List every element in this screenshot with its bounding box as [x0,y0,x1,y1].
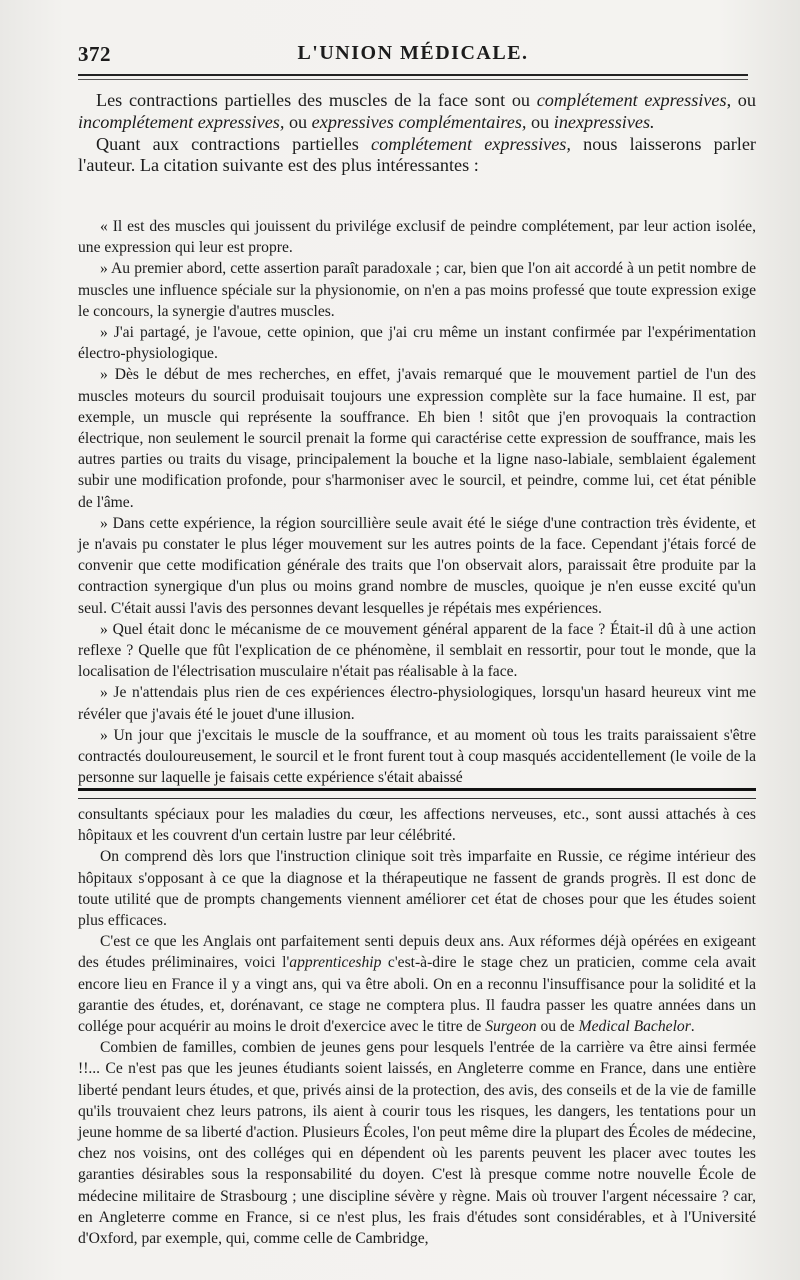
header-rule-thin [78,79,748,80]
italic-run: apprenticeship [289,954,382,972]
header-rule [78,74,748,76]
italic-run: expressives complémentaires, [311,111,527,132]
quote-paragraph: » Quel était donc le mécanisme de ce mouvement général apparent de la face ? Était-il dû à une action reflexe ? Quelle que fût l'explication de ce phénomène, il semblait en ressortir, pour tout le monde, que la localisation de l'électrisation musculaire n'était pas réalisable à la face. [78,620,756,681]
page-number: 372 [78,42,111,66]
second-paragraph-1: consultants spéciaux pour les maladies du cœur, les affections nerveuses, etc., sont aussi attachés à ces hôpitaux et les couvrent d'un certain lustre par leur célébrité. [78,806,756,845]
quote-paragraph: » Dans cette expérience, la région sourcillière seule avait été le siége d'une contraction très évidente, et je n'avais pu constater le plus léger mouvement sur les autres points de la face. Cependant j'étais forcé de convenir que cette modification générale des traits que l'on observait alors, paraissait être produite par la contraction synergique d'un plus ou moins grand nombre de muscles, quoique je n'en eusse excité qu'un seul. C'était aussi l'avis des personnes devant lesquelles je répétais mes expériences. [78,514,756,617]
text-run: Quant aux contractions partielles [96,133,372,154]
quotation-section [78,216,756,788]
italic-run: incomplétement expressives, [78,111,285,132]
quote-paragraph: « Il est des muscles qui jouissent du privilége exclusif de peindre complétement, par leur action isolée, une expression qui leur est propre. [78,218,756,257]
second-paragraph-4: Combien de familles, combien de jeunes gens pour lesquels l'entrée de la carrière va être ainsi fermée !!... Ce n'est pas que les jeunes étudiants soient laissés, en Angleterre comme en France, dans une entière liberté pendant leurs études, et que, privés ainsi de la protection, des avis, des conseils et de la vie de famille qu'ils trouvaient chez leurs patrons, ils aient à courir tous les risques, les dangers, les tentations pour un jeune homme de sa liberté d'action. Plusieurs Écoles, l'on peut même dire la plupart des Écoles de médecine, chez nos voisins, ont des colléges qui en dépendent où les parents peuvent les placer avec toutes les garanties désirables sous la responsabilité du doyen. C'est là presque comme notre nouvelle École de médecine militaire de Strasbourg ; une discipline sévère y règne. Mais où trouver l'argent nécessaire ? car, en Angleterre comme en France, si ce n'est plus, les frais d'études sont considérables, et à l'Université d'Oxford, par exemple, qui, comme celle de Cambridge, [78,1039,756,1248]
second-paragraph-3 [78,931,756,1037]
text-run: c'est-à-dire le stage chez un praticien, comme cela avait encore lieu en France il y a vingt ans, qui va être aboli. On en a reconnu l'insuffisance pour la solidité et la garantie des études, et, dorénavant, ce stage ne comptera plus. Il faudra passer les quatre années dans un collége pour acquérir au moins le droit d'exercice avec le titre de [78,954,756,1036]
quote-paragraph: » Au premier abord, cette assertion paraît paradoxale ; car, bien que l'on ait accordé à un petit nombre de muscles une influence spéciale sur la physionomie, on n'en a pas moins professé que toute expression exige le concours, la synergie d'autres muscles. [78,260,756,320]
running-title: L'UNION MÉDICALE. [297,42,529,64]
italic-run: complétement expressives, [371,133,571,154]
text-run: ou de [536,1018,579,1036]
italic-run: inexpressives. [553,111,655,132]
text-run: , ou [726,90,756,110]
quote-paragraph: » J'ai partagé, je l'avoue, cette opinion, que j'ai cru même un instant confirmée par l'expérimentation électro-physiologique. [78,324,756,363]
text-run: C'est ce que les Anglais ont parfaitement senti depuis deux ans. Aux réformes déjà opérées en exigeant des études préliminaires, voici l' [78,933,756,972]
quote-paragraph: » Dès le début de mes recherches, en effet, j'avais remarqué que le mouvement partiel de l'un des muscles moteurs du sourcil produisait toujours une expression complète sur la face humaine. Il est, par exemple, un muscle qui représente la souffrance. Eh bien ! sitôt que j'en provoquais la contraction électrique, non seulement le sourcil prenait la forme qui caractérise cette expression de souffrance, mais les autres parties ou traits du visage, principalement la bouche et la ligne naso-labiale, semblaient également subir une modification profonde, pour s'harmoniser avec le sourcil, et peindre, comme lui, cet état pénible de l'âme. [78,366,756,511]
italic-run: Medical Bachelor [578,1018,691,1036]
text-run: Les contractions partielles des muscles de la face sont ou [96,90,537,110]
feuilleton-section [78,804,756,1249]
text-run: nous laisserons parler l'auteur. La citation suivante est des plus intéressantes : [78,133,756,176]
section-separator-rule [78,788,756,799]
italic-run: Surgeon [485,1018,537,1036]
text-run: ou [284,111,312,132]
page-header [78,40,748,70]
text-run: . [690,1018,695,1036]
second-paragraph-2: On comprend dès lors que l'instruction clinique soit très imparfaite en Russie, ce régime intérieur des hôpitaux s'opposant à ce que la diagnose et la thérapeutique ne fassent de grands progrès. Il est donc de toute utilité que de prompts changements viennent améliorer cet état de choses pour que les études soient plus efficaces. [78,848,756,930]
intro-section [78,90,756,177]
intro-paragraph-1 [78,90,756,134]
quote-paragraph: » Je n'attendais plus rien de ces expériences électro-physiologiques, lorsqu'un hasard heureux vint me révéler que j'avais été le jouet d'une illusion. [78,684,756,723]
italic-run: complétement expressives [536,90,727,110]
quote-paragraph: » Un jour que j'excitais le muscle de la souffrance, et au moment où tous les traits paraissaient s'être contractés douloureusement, le sourcil et le front furent tout à coup masqués accidentellement (le voile de la personne sur laquelle je faisais cette expérience s'était abaissé [78,726,756,787]
text-run: ou [526,111,554,132]
intro-paragraph-2 [78,134,756,178]
